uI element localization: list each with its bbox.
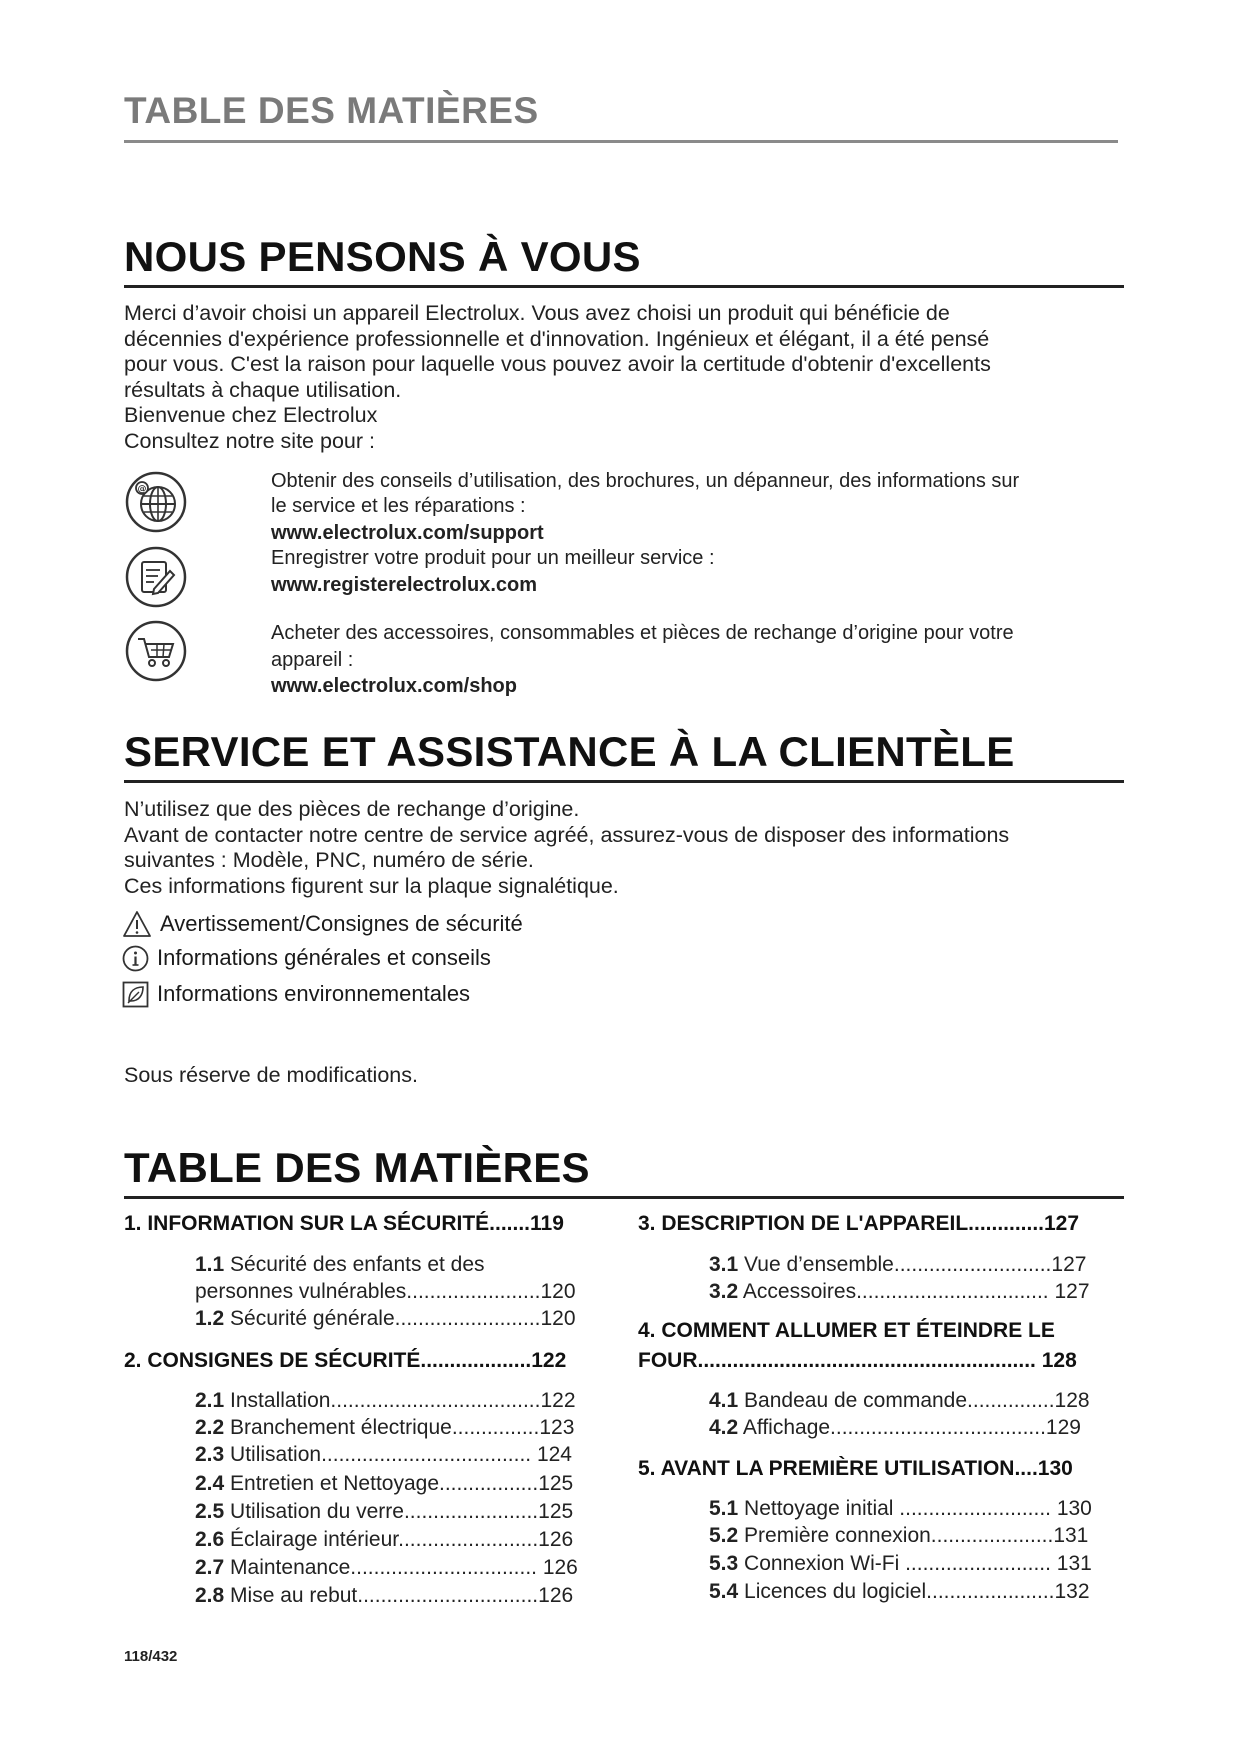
warning-icon: [122, 910, 152, 938]
intro-line: décennies d'expérience professionnelle et d'innovation. Ingénieux et élégant, il a été pensé: [124, 326, 990, 351]
toc-item-1-2[interactable]: 1.2 Sécurité générale.........................120: [195, 1307, 576, 1330]
legend-info: [122, 944, 491, 972]
service-line: Ces informations figurent sur la plaque signalétique.: [124, 873, 619, 898]
toc-section-2[interactable]: 2. CONSIGNES DE SÉCURITÉ...................122: [124, 1349, 567, 1372]
toc-item[interactable]: 3.2 Accessoires................................. 127: [709, 1280, 1090, 1303]
info-icon: [122, 945, 149, 972]
shop-desc: appareil :: [271, 649, 354, 671]
toc-item[interactable]: 5.2 Première connexion.....................131: [709, 1524, 1089, 1547]
globe-icon: [124, 470, 188, 534]
toc-item[interactable]: 2.6 Éclairage intérieur........................126: [195, 1528, 574, 1551]
toc-item[interactable]: 2.8 Mise au rebut...............................126: [195, 1584, 574, 1607]
toc-item-1-1[interactable]: 1.1 Sécurité des enfants et des: [195, 1253, 485, 1276]
service-line: suivantes : Modèle, PNC, numéro de série.: [124, 848, 534, 872]
intro-line: Bienvenue chez Electrolux: [124, 403, 378, 427]
intro-paragraph: [124, 301, 1114, 454]
legend-warning: [122, 910, 523, 938]
service-line: N’utilisez que des pièces de rechange d’origine.: [124, 797, 580, 821]
shop-desc: Acheter des accessoires, consommables et pièces de rechange d’origine pour votre: [271, 622, 1014, 644]
legend-label: Avertissement/Consignes de sécurité: [160, 911, 523, 936]
toc-item-1-1-cont[interactable]: personnes vulnérables.......................120: [195, 1280, 576, 1303]
toc-item[interactable]: 5.3 Connexion Wi-Fi ......................... 131: [709, 1552, 1092, 1575]
toc-item[interactable]: 2.3 Utilisation.................................... 124: [195, 1443, 572, 1466]
toc-item[interactable]: 2.4 Entretien et Nettoyage.................125: [195, 1472, 574, 1495]
toc-item[interactable]: 2.1 Installation....................................122: [195, 1389, 576, 1412]
toc-item[interactable]: 4.2 Affichage.....................................129: [709, 1416, 1081, 1439]
svg-text:@: @: [137, 484, 147, 495]
header-divider: [124, 140, 1118, 143]
register-desc: Enregistrer votre produit pour un meilleur service :: [271, 547, 715, 569]
toc-item[interactable]: 4.1 Bandeau de commande...............128: [709, 1389, 1090, 1412]
register-link[interactable]: www.registerelectrolux.com: [271, 574, 538, 596]
support-desc: Obtenir des conseils d’utilisation, des brochures, un dépanneur, des informations sur: [271, 470, 1020, 492]
legend-environment: [122, 980, 470, 1008]
support-link[interactable]: www.electrolux.com/support: [271, 522, 544, 544]
service-divider: [124, 780, 1124, 783]
toc-item[interactable]: 5.4 Licences du logiciel......................132: [709, 1580, 1090, 1603]
toc-divider: [124, 1196, 1124, 1199]
support-desc: le service et les réparations :: [271, 495, 526, 517]
intro-heading: NOUS PENSONS À VOUS: [124, 233, 641, 280]
environment-leaf-icon: [122, 981, 149, 1008]
intro-line: résultats à chaque utilisation.: [124, 377, 402, 402]
toc-item[interactable]: 2.2 Branchement électrique...............123: [195, 1416, 575, 1439]
modification-note: Sous réserve de modifications.: [124, 1063, 418, 1087]
toc-section-5[interactable]: 5. AVANT LA PREMIÈRE UTILISATION....130: [638, 1457, 1073, 1480]
toc-item[interactable]: 5.1 Nettoyage initial .......................... 130: [709, 1497, 1092, 1520]
toc-section-4[interactable]: 4. COMMENT ALLUMER ET ÉTEINDRE LE: [638, 1319, 1055, 1342]
toc-item[interactable]: 2.7 Maintenance................................ 126: [195, 1556, 578, 1579]
shop-block: [271, 621, 1121, 699]
register-form-icon: [124, 545, 188, 609]
toc-section-4-cont[interactable]: FOUR.......................................................... 128: [638, 1349, 1077, 1372]
toc-item[interactable]: 2.5 Utilisation du verre.......................125: [195, 1500, 574, 1523]
intro-divider: [124, 285, 1124, 288]
support-block: [271, 469, 1121, 598]
toc-section-3[interactable]: 3. DESCRIPTION DE L'APPAREIL.............127: [638, 1212, 1080, 1235]
intro-line: Merci d’avoir choisi un appareil Electrolux. Vous avez choisi un produit qui bénéficie de: [124, 301, 950, 325]
service-line: Avant de contacter notre centre de service agréé, assurez-vous de disposer des informations: [124, 822, 1010, 847]
legend-label: Informations générales et conseils: [157, 945, 491, 970]
legend-label: Informations environnementales: [157, 981, 471, 1006]
intro-line: Consultez notre site pour :: [124, 428, 375, 453]
toc-heading: TABLE DES MATIÈRES: [124, 1144, 590, 1191]
shop-link[interactable]: www.electrolux.com/shop: [271, 675, 517, 697]
service-heading: SERVICE ET ASSISTANCE À LA CLIENTÈLE: [124, 728, 1015, 775]
toc-item[interactable]: 3.1 Vue d’ensemble...........................127: [709, 1253, 1087, 1276]
page-number: 118/432: [124, 1648, 178, 1665]
service-paragraph: [124, 797, 1114, 899]
shopping-cart-icon: [124, 619, 188, 683]
intro-line: pour vous. C'est la raison pour laquelle vous pouvez avoir la certitude d'obtenir d'excellents: [124, 352, 991, 376]
toc-section-1[interactable]: 1. INFORMATION SUR LA SÉCURITÉ.......119: [124, 1212, 564, 1235]
page-header-title: TABLE DES MATIÈRES: [124, 90, 539, 131]
